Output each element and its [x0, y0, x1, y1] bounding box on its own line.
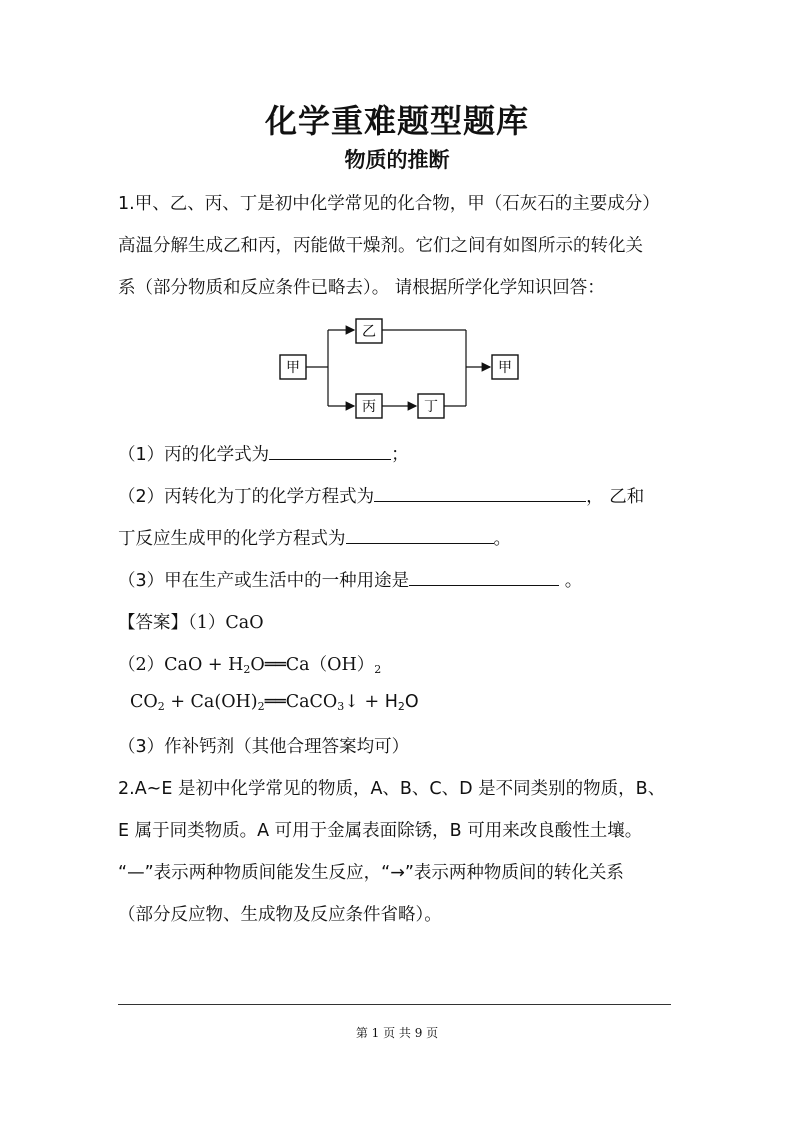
q1-answer-4: （3）作补钙剂（其他合理答案均可） [118, 737, 410, 757]
page-subtitle: 物质的推断 [344, 148, 450, 172]
q1-conversion-diagram [276, 316, 526, 428]
diagram-label-end: 甲 [498, 360, 512, 376]
diagram-label-top: 乙 [362, 324, 376, 340]
q1-sub2-mid: ， 乙和 [586, 487, 645, 507]
q1-sub2-line2 [118, 525, 511, 550]
q1-sub1 [118, 441, 409, 466]
q1-answer-2: $(2)CaO + H_2O══Ca(OH)_2$ [118, 655, 382, 676]
q1-sub1-text: （1）丙的化学式为 [118, 445, 270, 465]
footer-divider [118, 1004, 671, 1005]
q1-sub2-blank-1[interactable] [374, 485, 586, 502]
diagram-label-bottom-right: 丁 [424, 399, 438, 415]
q1-sub1-end: ； [391, 445, 409, 465]
q1-sub2-blank-2[interactable] [346, 527, 494, 544]
q2-line-1: 2.A~E 是初中化学常见的物质，A、B、C、D 是不同类别的物质，B、 [118, 779, 666, 799]
q2-line-3: “—”表示两种物质间能发生反应，“→”表示两种物质间的转化关系 [118, 863, 624, 883]
diagram-label-bottom-left: 丙 [362, 399, 376, 415]
q1-stem-line-3: 系（部分物质和反应条件已略去）。 请根据所学化学知识回答： [118, 278, 605, 298]
q2-line-2: E 属于同类物质。A 可用于金属表面除锈，B 可用来改良酸性土壤。 [118, 821, 643, 841]
q1-sub2-line2-text: 丁反应生成甲的化学方程式为 [118, 529, 346, 549]
q1-stem-line-1: 1.甲、乙、丙、丁是初中化学常见的化合物，甲（石灰石的主要成分） [118, 194, 660, 214]
q1-sub3 [118, 567, 582, 592]
q1-answer-1: 【答案】（1）CaO [118, 613, 264, 633]
page-title: 化学重难题型题库 [264, 102, 529, 140]
page-number: 第 1 页 共 9 页 [355, 1026, 439, 1040]
q1-stem-line-2: 高温分解生成乙和丙，丙能做干燥剂。它们之间有如图所示的转化关 [118, 236, 643, 256]
q2-line-4: （部分反应物、生成物及反应条件省略）。 [118, 905, 442, 925]
q1-answer-3: $CO_2$ + $Ca(OH)_2══CaCO_3↓ + H_2O$ [130, 692, 419, 713]
q1-sub2-end: 。 [493, 529, 511, 549]
q1-sub3-end: 。 [559, 571, 583, 591]
q1-sub2 [118, 483, 644, 508]
q1-sub1-blank[interactable] [269, 443, 391, 460]
q1-sub2-text: （2）丙转化为丁的化学方程式为 [118, 487, 375, 507]
diagram-label-start: 甲 [286, 360, 300, 376]
q1-sub3-text: （3）甲在生产或生活中的一种用途是 [118, 571, 410, 591]
q1-sub3-blank[interactable] [409, 569, 559, 586]
